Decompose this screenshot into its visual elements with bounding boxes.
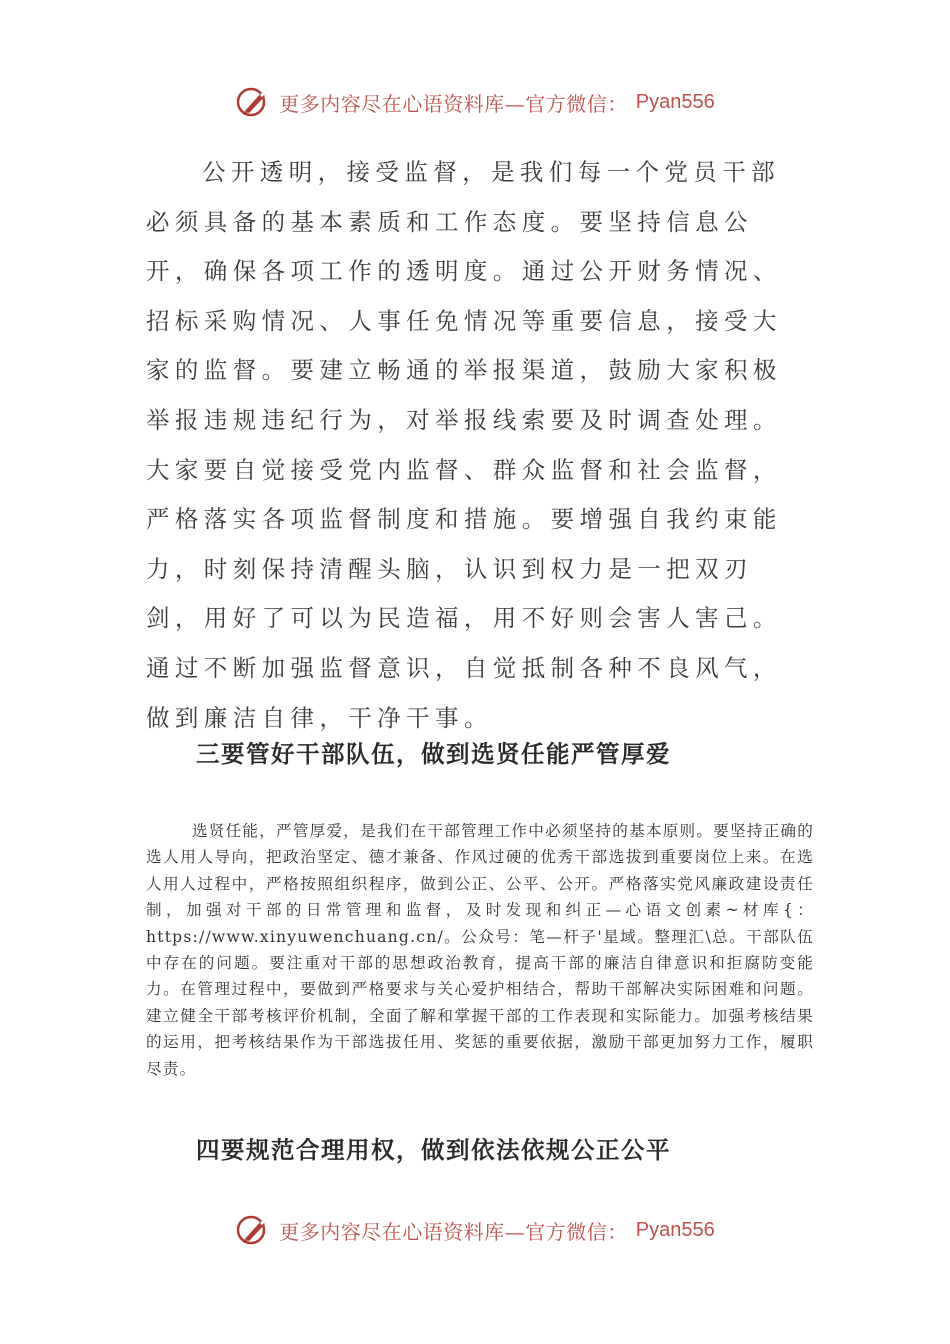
section-3-body: 选贤任能，严管厚爱，是我们在干部管理工作中必须坚持的基本原则。要坚持正确的选人用人导向，把政治坚定、德才兼备、作风过硬的优秀干部选拔到重要岗位上来。在选人用人过程中，严格按照组织程序，做到公正、公平、公开。严格落实党风廉政建设责任制，加强对干部的日常管理和监督，及时发现和纠正—心语文创素~材库{：https://www.xinyuwenchuang.cn/。公众号：笔—杆子'星域。整理汇\总。干部队伍中存在的问题。要注重对干部的思想政治教育，提高干部的廉洁自律意识和拒腐防变能力。在管理过程中，要做到严格要求与关心爱护相结合，帮助干部解决实际困难和问题。建立健全干部考核评价机制，全面了解和掌握干部的工作表现和实际能力。加强考核结果的运用，把考核结果作为干部选拔任用、奖惩的重要依据，激励干部更加努力工作，履职尽责。 [146,822,814,1078]
section-2-body: 公开透明，接受监督，是我们每一个党员干部必须具备的基本素质和工作态度。要坚持信息公开，确保各项工作的透明度。通过公开财务情况、招标采购情况、人事任免情况等重要信息，接受大家的监督。要建立畅通的举报渠道，鼓励大家积极举报违规违纪行为，对举报线索要及时调查处理。大家要自觉接受党内监督、群众监督和社会监督，严格落实各项监督制度和措施。要增强自我约束能力，时刻保持清醒头脑，认识到权力是一把双刃剑，用好了可以为民造福，用不好则会害人害己。通过不断加强监督意识，自觉抵制各种不良风气，做到廉洁自律，干净干事。 [146,158,782,732]
section-4-heading: 四要规范合理用权，做到依法依规公正公平 [196,1136,671,1164]
pen-nib-circle-icon [235,1212,271,1248]
header-banner-text: 更多内容尽在心语资料库—官方微信： [279,91,628,116]
header-banner [0,78,950,126]
footer-banner-handle: Pyan556 [635,1218,715,1241]
footer-banner-text: 更多内容尽在心语资料库—官方微信： [279,1219,628,1244]
pen-nib-circle-icon [235,84,271,120]
section-3-heading: 三要管好干部队伍，做到选贤任能严管厚爱 [196,740,671,768]
footer-banner [0,1206,950,1254]
header-banner-handle: Pyan556 [635,90,715,113]
